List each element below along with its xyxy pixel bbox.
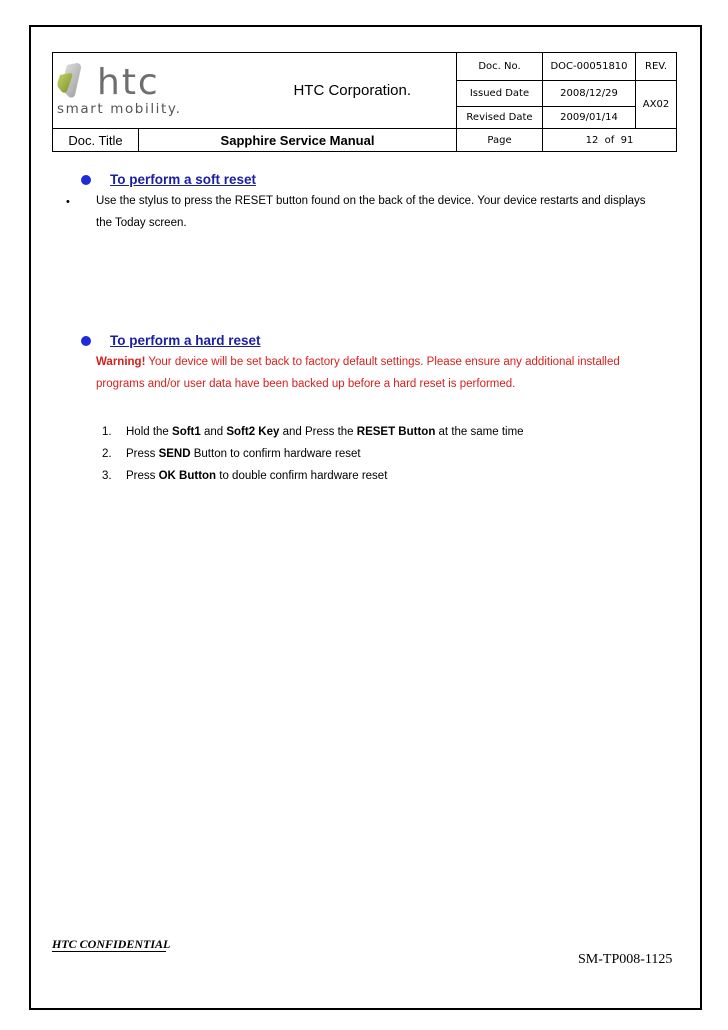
company-name: HTC Corporation. xyxy=(249,53,457,129)
svg-text:htc: htc xyxy=(97,61,160,101)
document-header xyxy=(52,52,677,152)
hard-reset-heading-row xyxy=(81,333,261,348)
soft-reset-text xyxy=(96,190,696,234)
warning-line-1: Your device will be set back to factory default settings. Please ensure any additional installed xyxy=(145,356,620,368)
doc-title-value: Sapphire Service Manual xyxy=(139,129,457,152)
warning-label: Warning! xyxy=(96,356,146,368)
confidential-label: HTC CONFIDENTIAL xyxy=(52,937,171,951)
list-item: 2. Press SEND Button to confirm hardware reset xyxy=(102,448,361,460)
revised-date-label: Revised Date xyxy=(457,107,543,129)
logo-tagline: smart mobility. xyxy=(57,100,182,117)
bullet-dot-icon xyxy=(81,336,91,346)
list-item: 1. Hold the Soft1 and Soft2 Key and Press the RESET Button at the same time xyxy=(102,426,524,438)
bullet-dot-icon xyxy=(81,175,91,185)
logo-cell xyxy=(53,53,249,129)
soft-reset-heading: To perform a soft reset xyxy=(110,172,257,187)
soft-reset-line-2: the Today screen. xyxy=(96,217,187,229)
hard-reset-steps xyxy=(102,421,524,487)
revised-date-value: 2009/01/14 xyxy=(543,107,636,129)
list-item: 3. Press OK Button to double confirm hardware reset xyxy=(102,470,388,482)
issued-date-value: 2008/12/29 xyxy=(543,81,636,107)
soft-reset-line-1: Use the stylus to press the RESET button found on the back of the device. Your device restarts and displays xyxy=(96,195,646,207)
page-value: 12 of 91 xyxy=(543,129,677,152)
form-code: SM-TP008-1125 xyxy=(578,952,673,967)
list-bullet-icon: • xyxy=(66,196,70,208)
doc-no-label: Doc. No. xyxy=(457,53,543,81)
htc-logo-icon xyxy=(57,61,197,101)
soft-reset-heading-row xyxy=(81,172,256,187)
htc-logo xyxy=(53,57,203,125)
hard-reset-warning xyxy=(96,351,696,395)
page-label: Page xyxy=(457,129,543,152)
rev-value: AX02 xyxy=(636,81,677,129)
warning-line-2: programs and/or user data have been backed up before a hard reset is performed. xyxy=(96,378,516,390)
doc-title-label: Doc. Title xyxy=(53,129,139,152)
doc-no-value: DOC-00051810 xyxy=(543,53,636,81)
hard-reset-heading: To perform a hard reset xyxy=(110,333,261,348)
rev-label: REV. xyxy=(636,53,677,81)
issued-date-label: Issued Date xyxy=(457,81,543,107)
footer-divider xyxy=(52,951,166,952)
